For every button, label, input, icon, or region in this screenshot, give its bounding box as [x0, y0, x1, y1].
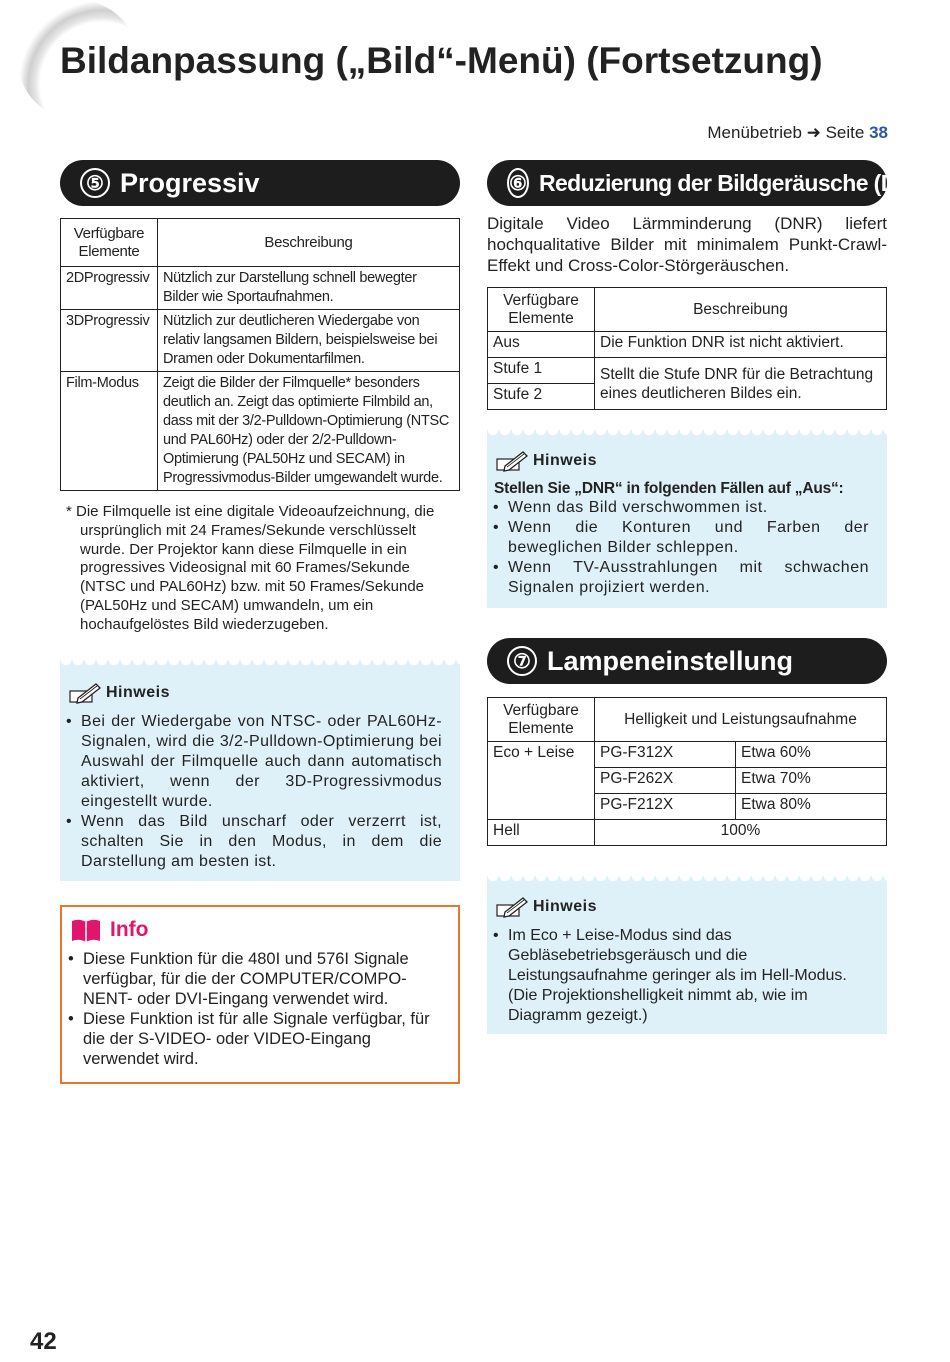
table-cell-description: Zeigt die Bilder der Filmquelle* besonders deutlich an. Zeigt das optimierte Filmbild an, dass mit der 3/2-Pulldown-Optimierung (NTSC und PAL60Hz) oder der 2/2-Pulldown-Optimierung (PAL50Hz und SECAM) in Progressivmodus-Bilder umgewandelt wurde.: [158, 372, 460, 491]
page-number: 42: [30, 1328, 57, 1355]
table-header-description: Beschreibung: [158, 219, 460, 267]
list-item: • Im Eco + Leise-Modus sind das Gebläsebetriebsgeräusch und die Leistungsaufnahme geringer als im Hell-Modus. (Die Projektionshelligkeit nimmt ab, wie im Diagramm gezeigt.): [491, 926, 861, 1026]
section-header-progressiv: [60, 160, 460, 206]
hinweis-list: [64, 712, 442, 872]
table-header-items: Verfügbare Elemente: [61, 219, 158, 267]
progressiv-table: [60, 218, 460, 491]
table-cell-description: Stellt die Stufe DNR für die Betrachtung eines deutlicheren Bildes ein.: [595, 358, 887, 410]
list-item: • Wenn das Bild verschwommen ist.: [491, 498, 869, 518]
list-item: • Wenn das Bild unscharf oder verzerrt ist, schalten Sie in den Modus, in dem die Darstellung am besten ist.: [64, 812, 442, 872]
table-row: [61, 372, 460, 491]
hinweis-box-dnr: [487, 430, 887, 608]
info-title: Info: [110, 918, 149, 941]
list-item: • Diese Funktion für die 480I und 576I Signale verfügbar, für die der COMPUTER/COMPO-NENT- oder DVI-Eingang verwendet wird.: [66, 949, 444, 1009]
table-row: [61, 267, 460, 310]
table-cell-model: PG-F312X: [595, 742, 736, 768]
menu-reference-text: Menübetrieb ➜ Seite: [707, 123, 865, 142]
table-header-items: Verfügbare Elemente: [488, 288, 595, 332]
hinweis-heading: [68, 682, 460, 704]
dnr-table: [487, 287, 887, 410]
hinweis-list: [491, 498, 869, 598]
section-header-lampe: [487, 638, 887, 684]
list-item: • Wenn TV-Ausstrahlungen mit schwachen Signalen projiziert werden.: [491, 558, 869, 598]
hinweis-title: Hinweis: [533, 898, 597, 915]
list-item: • Diese Funktion ist für alle Signale verfügbar, für die der S-VIDEO- oder VIDEO-Eingang verwendet wird.: [66, 1009, 444, 1069]
hinweis-title: Hinweis: [533, 452, 597, 469]
table-cell-item: Stufe 2: [488, 384, 595, 410]
table-cell-model: PG-F262X: [595, 768, 736, 794]
section-title: Progressiv: [120, 167, 260, 198]
table-cell-item: Hell: [488, 820, 595, 846]
dnr-intro: Digitale Video Lärmminderung (DNR) liefert hochqualitative Bilder mit minimalem Punkt-Crawl-Effekt und Cross-Color-Störgeräuschen.: [487, 214, 887, 275]
table-header-description: Beschreibung: [595, 288, 887, 332]
hinweis-title: Hinweis: [106, 684, 170, 701]
table-row: [488, 332, 887, 358]
section-title: Reduzierung der Bildgeräusche (DNR): [538, 169, 936, 196]
table-header-brightness: Helligkeit und Leistungsaufnahme: [595, 698, 887, 742]
table-cell-description: Nützlich zur Darstellung schnell bewegter Bilder wie Sportaufnahmen.: [158, 267, 460, 310]
lamp-table: [487, 697, 887, 846]
info-heading: [70, 917, 458, 943]
hinweis-heading: [495, 896, 887, 918]
hinweis-box-lampe: [487, 876, 887, 1034]
hinweis-lead: Stellen Sie „DNR“ in folgenden Fällen auf „Aus“:: [494, 480, 844, 497]
table-cell-description: Nützlich zur deutlicheren Wiedergabe von relativ langsamen Bildern, beispielsweise bei Dramen oder Dokumentarfilmen.: [158, 310, 460, 372]
hinweis-box-progressiv: [60, 660, 460, 881]
book-icon: [70, 917, 102, 943]
info-list: [66, 949, 444, 1069]
menu-reference-page-link[interactable]: 38: [869, 123, 888, 142]
table-row: [488, 742, 887, 768]
list-item: • Bei der Wiedergabe von NTSC- oder PAL60Hz-Signalen, wird die 3/2-Pulldown-Optimierung bei Auswahl der Filmquelle auch dann automatisch aktiviert, wenn der 3D-Progressivmodus eingestellt wurde.: [64, 712, 442, 812]
menu-reference: [707, 123, 888, 143]
table-cell-model: PG-F212X: [595, 794, 736, 820]
table-row: [488, 820, 887, 846]
table-cell-value: 100%: [595, 820, 887, 846]
table-row: [488, 358, 887, 384]
list-item: • Wenn die Konturen und Farben der beweglichen Bilder schleppen.: [491, 518, 869, 558]
section-number: ⑦: [507, 646, 537, 676]
film-source-footnote: * Die Filmquelle ist eine digitale Videoaufzeichnung, die ursprünglich mit 24 Frames/Sekunde verschlüsselt wurde. Der Projektor kann diese Filmquelle in ein progressives Videosignal mit 60 Frames/Sekunde (NTSC und PAL60Hz) bzw. mit 50 Frames/Sekunde (PAL50Hz und SECAM) umwandeln, um ein hochaufgelöstes Bild wiederzugeben.: [66, 503, 435, 633]
table-cell-description: Die Funktion DNR ist nicht aktiviert.: [595, 332, 887, 358]
section-number: ⑥: [507, 168, 529, 198]
table-cell-item: Eco + Leise: [488, 742, 595, 820]
hinweis-list: [491, 926, 861, 1026]
table-row: [61, 310, 460, 372]
hinweis-heading: [495, 450, 887, 472]
table-cell-item: Stufe 1: [488, 358, 595, 384]
pencil-note-icon: [495, 450, 529, 472]
table-cell-item: 3DProgressiv: [61, 310, 158, 372]
table-cell-value: Etwa 80%: [736, 794, 887, 820]
table-cell-item: 2DProgressiv: [61, 267, 158, 310]
table-cell-value: Etwa 60%: [736, 742, 887, 768]
table-cell-item: Aus: [488, 332, 595, 358]
pencil-note-icon: [495, 896, 529, 918]
table-cell-item: Film-Modus: [61, 372, 158, 491]
table-header-items: Verfügbare Elemente: [488, 698, 595, 742]
section-title: Lampeneinstellung: [547, 645, 794, 676]
table-cell-value: Etwa 70%: [736, 768, 887, 794]
section-header-dnr: [487, 160, 936, 206]
page-title: Bildanpassung („Bild“-Menü) (Fortsetzung): [60, 40, 823, 81]
info-box: [60, 905, 460, 1084]
pencil-note-icon: [68, 682, 102, 704]
section-number: ⑤: [80, 168, 110, 198]
